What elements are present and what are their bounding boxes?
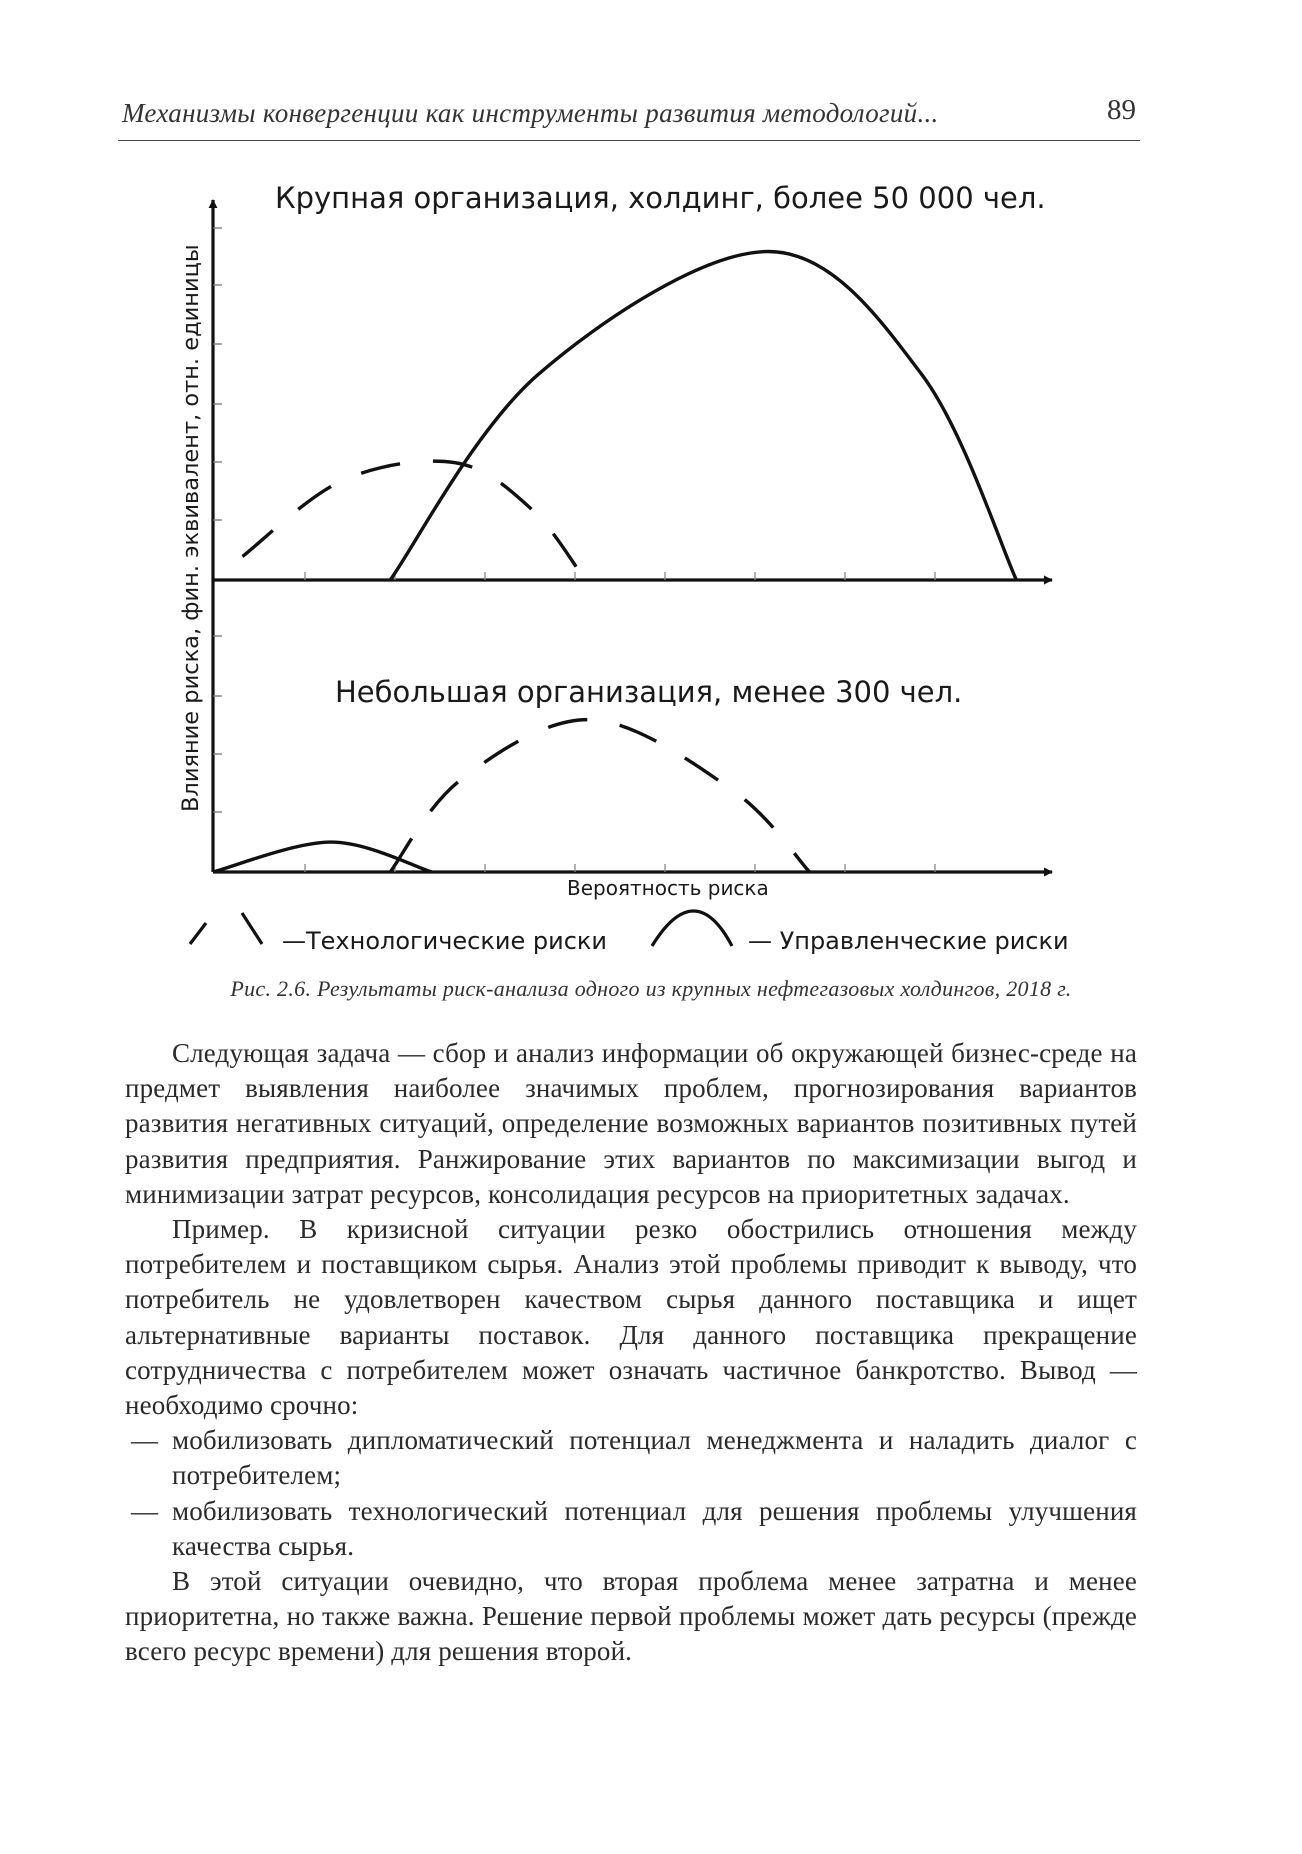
paragraph-1: Следующая задача — сбор и анализ информации об окружающей бизнес-среде на предмет выявления наиболее значимых проблем, прогнозирования вариантов развития негативных ситуаций, определение возможных вариантов позитивных путей развития предприятия. Ранжирование этих вариантов по максимизации выгод и минимизации затрат ресурсов, консолидация ресурсов на приоритетных задачах. <box>125 1038 1137 1209</box>
upper-mgmt-risk-curve <box>390 252 1016 581</box>
list-item <box>125 1423 1137 1493</box>
body-text <box>125 1036 1137 1670</box>
y-axis-label: Влияние риска, фин. эквивалент, отн. единицы <box>178 244 204 812</box>
legend-mgmt-swatch <box>652 911 732 946</box>
running-title: Механизмы конвергенции как инструменты развития методологий... <box>122 98 939 128</box>
list-item-text: мобилизовать дипломатический потенциал менеджмента и наладить диалог с потребителем; <box>172 1425 1137 1491</box>
figure-caption: Рис. 2.6. Результаты риск-анализа одного из крупных нефтегазовых холдингов, 2018 г. <box>230 976 1072 1001</box>
legend-tech-label: —Технологические риски <box>282 927 607 955</box>
list-item <box>125 1494 1137 1564</box>
page-number: 89 <box>1107 94 1136 126</box>
list-item-text: мобилизовать технологический потенциал для решения проблемы улучшения качества сырья. <box>172 1495 1137 1561</box>
x-axis-ticks <box>305 572 935 872</box>
list-dash: — <box>131 1425 159 1456</box>
x-axis-label: Вероятность риска <box>567 876 769 900</box>
paragraph-3: В этой ситуации очевидно, что вторая проблема менее затратна и менее приоритетна, но также важна. Решение первой проблемы может дать ресурсы (прежде всего ресурс времени) для решения второй. <box>125 1566 1137 1667</box>
upper-tech-risk-curve <box>243 461 586 580</box>
upper-panel-title: Крупная организация, холдинг, более 50 000 чел. <box>275 181 1046 215</box>
list-dash: — <box>131 1495 159 1526</box>
paragraph-2: Пример. В кризисной ситуации резко обострились отношения между потребителем и поставщиком сырья. Анализ этой проблемы приводит к выводу, что потребитель не удовлетворен качеством сырья данного поставщика и ищет альтернативные варианты поставок. Для данного поставщика прекращение сотрудничества с потребителем может означать частичное банкротство. Вывод — необходимо срочно: <box>125 1214 1137 1421</box>
legend <box>190 911 1069 955</box>
legend-tech-swatch <box>190 913 262 944</box>
lower-panel-title: Небольшая организация, менее 300 чел. <box>335 675 963 709</box>
legend-mgmt-label: — Управленческие риски <box>748 927 1069 955</box>
lower-tech-risk-curve <box>390 720 809 872</box>
